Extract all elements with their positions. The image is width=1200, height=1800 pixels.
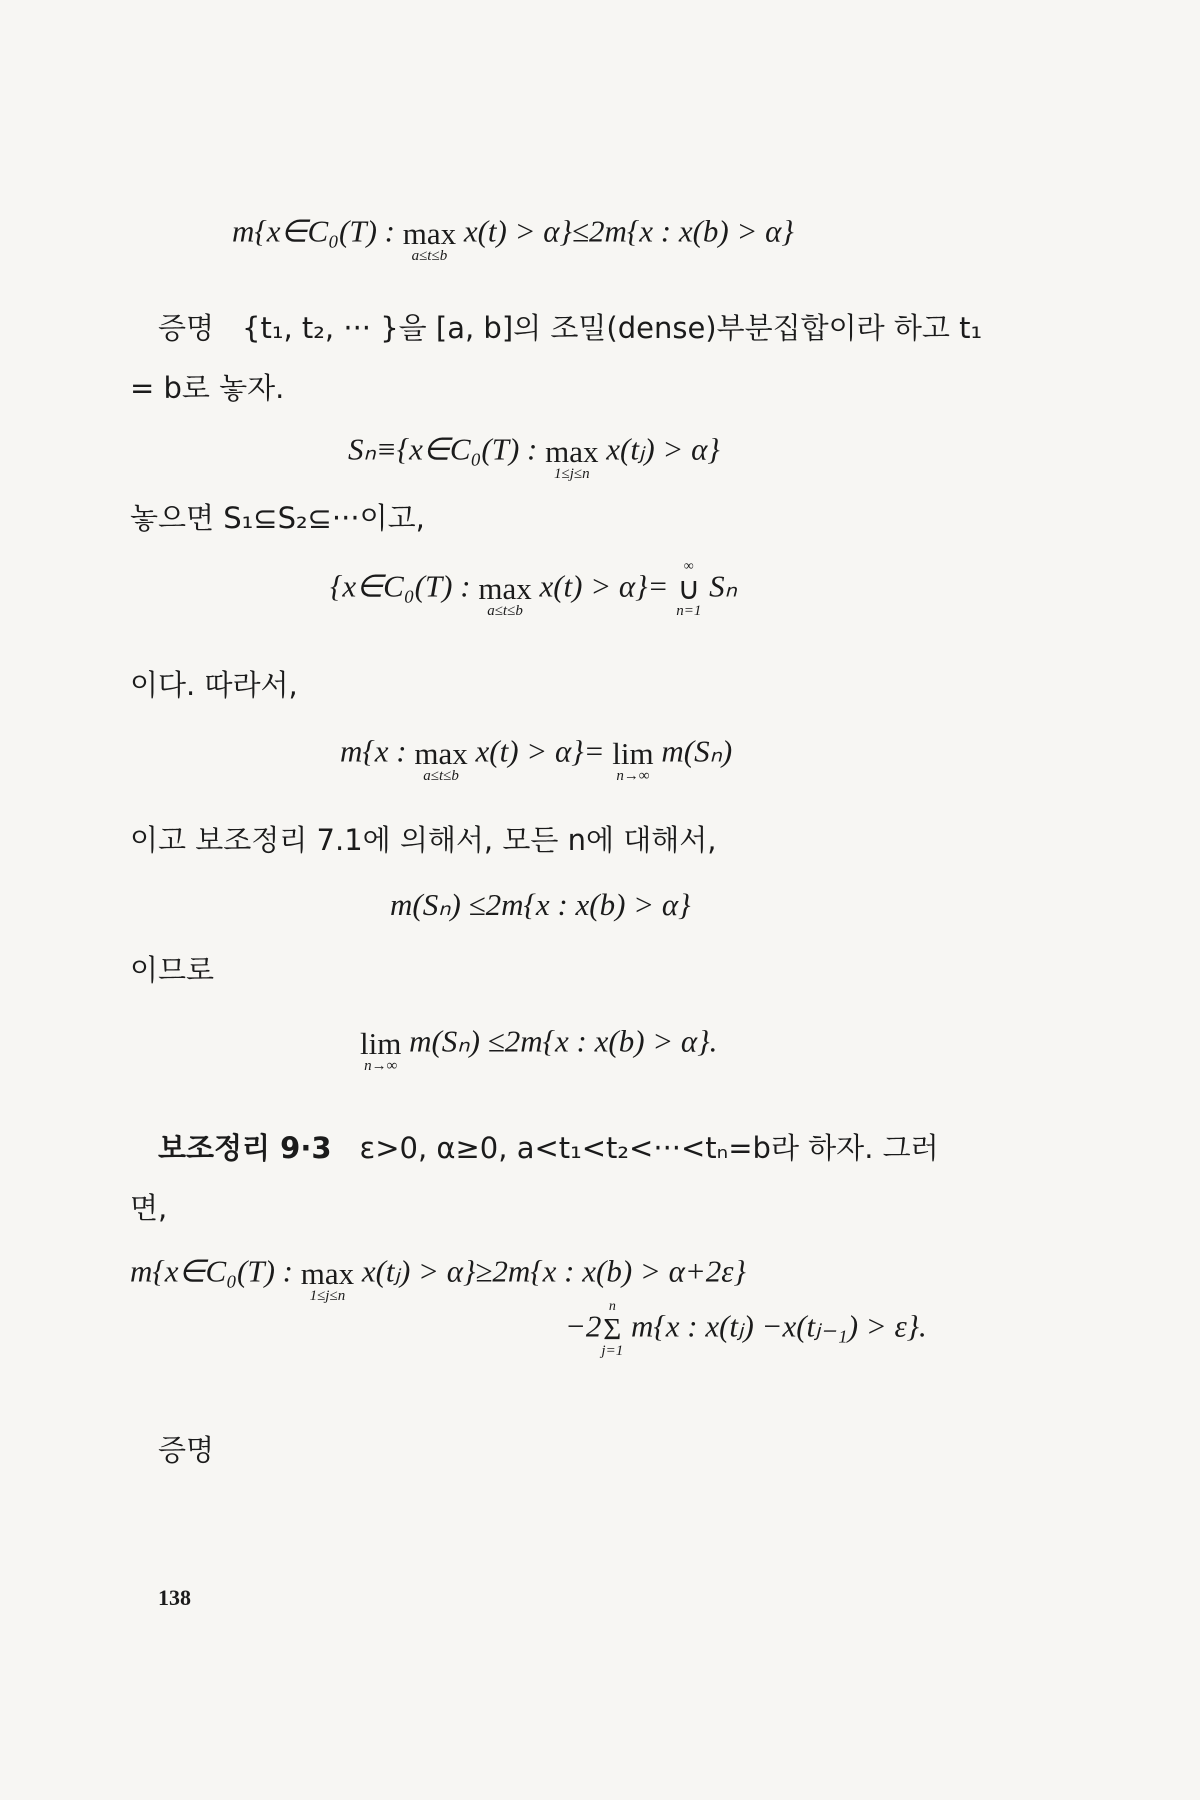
equation-6: lim n→∞ m(Sₙ) ≤2m{x : x(b) > α}. xyxy=(360,1015,717,1074)
proof-paragraph-1: 증명 {t₁, t₂, ··· }을 [a, b]의 조밀(dense)부분집합이라 하고 t₁ xyxy=(158,311,983,345)
equation-2: Sₙ≡{x∈C₀(T) : max 1≤j≤n x(tⱼ) > α} xyxy=(348,423,720,482)
paragraph-5: 이므로 xyxy=(130,953,215,987)
proof-paragraph-1-cont: = b로 놓자. xyxy=(130,371,285,405)
lim-operator: lim n→∞ xyxy=(612,736,654,784)
lim-operator: lim n→∞ xyxy=(360,1026,402,1074)
max-operator: max 1≤j≤n xyxy=(545,434,599,482)
max-operator: max a≤t≤b xyxy=(402,216,457,264)
eq1-rhs: x(t) > α}≤2m{x : x(b) > α} xyxy=(463,213,794,249)
lemma-statement: 보조정리 9·3 ε>0, α≥0, a<t₁<t₂<···<tₙ=b라 하자. 그러 xyxy=(158,1131,939,1165)
max-operator: max a≤t≤b xyxy=(478,571,532,619)
proof-label: 증명 xyxy=(158,311,215,345)
proof-paragraph-2 xyxy=(158,1430,214,1470)
proof-label: 증명 xyxy=(158,1433,215,1467)
max-operator: max 1≤j≤n xyxy=(300,1256,355,1304)
paragraph-2: 놓으면 S₁⊆S₂⊆···이고, xyxy=(130,501,425,535)
paragraph-4: 이고 보조정리 7.1에 의해서, 모든 n에 대해서, xyxy=(130,823,717,857)
equation-4: m{x : max a≤t≤b x(t) > α}= lim n→∞ m(Sₙ) xyxy=(340,725,732,784)
equation-8: −2 n Σ j=1 m{x : x(tⱼ) −x(tⱼ₋₁) > ε}. xyxy=(565,1299,927,1359)
equation-3: {x∈C₀(T) : max a≤t≤b x(t) > α}= ∞ ∪ n=1 Sₙ xyxy=(330,559,737,619)
lemma-statement-cont: 면, xyxy=(130,1191,168,1225)
page-number: 138 xyxy=(158,1585,191,1610)
union-operator: ∞ ∪ n=1 xyxy=(676,559,702,619)
equation-7: m{x∈C₀(T) : max 1≤j≤n x(tⱼ) > α}≥2m{x : x(b) > α+2ε} xyxy=(130,1245,746,1304)
paragraph-3: 이다. 따라서, xyxy=(130,668,298,702)
max-operator: max a≤t≤b xyxy=(414,736,468,784)
equation-5: m(Sₙ) ≤2m{x : x(b) > α} xyxy=(390,887,691,922)
sum-operator: n Σ j=1 xyxy=(601,1299,624,1359)
eq1-lhs: m{x∈C₀(T) : xyxy=(232,213,403,249)
lemma-label: 보조정리 9·3 xyxy=(158,1131,332,1165)
equation-1 xyxy=(232,205,794,264)
